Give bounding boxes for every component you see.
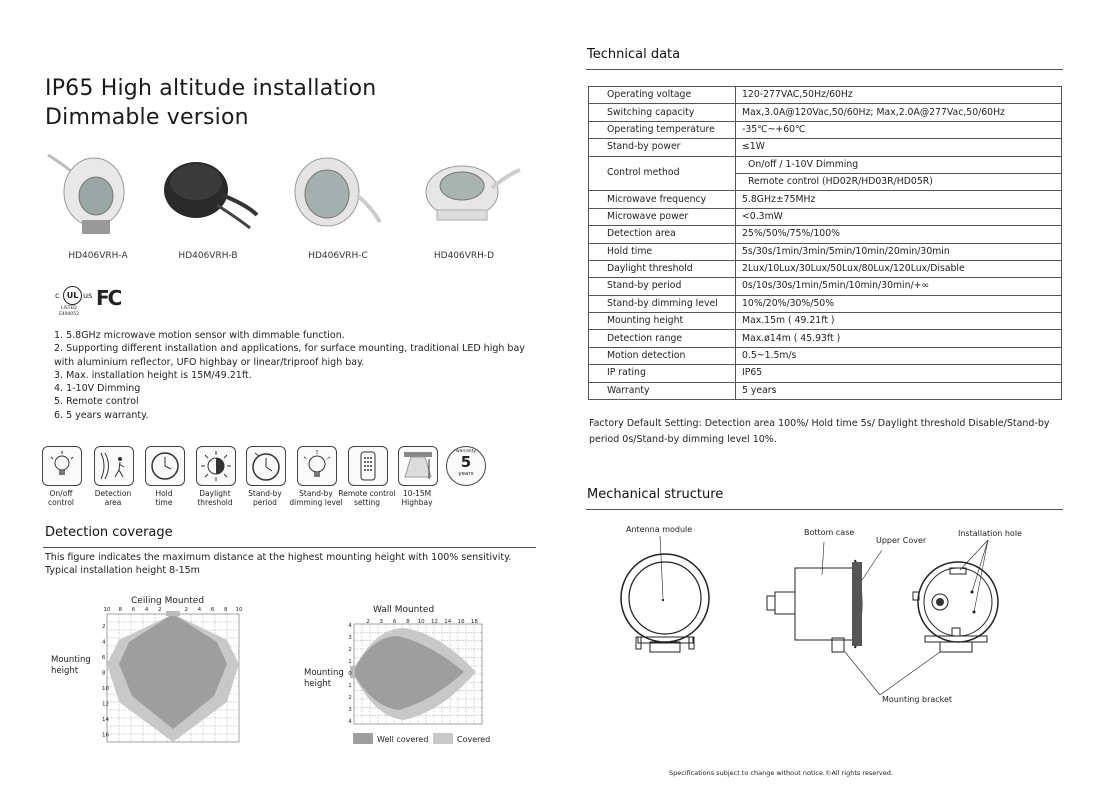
- tech-row: [589, 121, 1062, 138]
- tech-key: IP rating: [589, 365, 736, 382]
- product-images: [42, 150, 522, 245]
- tech-value: 2Lux/10Lux/30Lux/50Lux/80Lux/120Lux/Disable: [736, 260, 1062, 277]
- wall-x-tick: 3: [379, 619, 384, 625]
- icon-label-detection: Detection area: [94, 489, 132, 507]
- coverage-desc-1: This figure indicates the maximum distance at the highest mounting height with 100% sensitivity.: [45, 552, 512, 563]
- wall-y-tick: 4: [348, 719, 352, 725]
- feature-item: 4. 1-10V Dimming: [54, 383, 141, 395]
- tech-value: Remote control (HD02R/HD03R/HD05R): [736, 173, 1062, 190]
- tech-key: Mounting height: [589, 313, 736, 330]
- ceiling-y-tick: 12: [102, 701, 109, 708]
- tech-row: [589, 382, 1062, 399]
- ceiling-x-tick: 8: [118, 607, 122, 613]
- tech-value: 0s/10s/30s/1min/5min/10min/30min/+∞: [736, 278, 1062, 295]
- tech-row: [589, 295, 1062, 312]
- height-icon: [398, 446, 438, 486]
- ceiling-x-tick: 4: [197, 607, 202, 613]
- wall-y-tick: 1: [348, 659, 352, 665]
- icon-label-height: 10-15M Highbay: [401, 489, 433, 507]
- tech-value: 120-277VAC,50Hz/60Hz: [736, 87, 1062, 104]
- feature-item: 6. 5 years warranty.: [54, 409, 149, 421]
- product-label-b: HD406VRH-B: [178, 251, 238, 261]
- product-label-d: HD406VRH-D: [433, 251, 495, 261]
- icon-label-hold: Hold time: [155, 489, 173, 507]
- feature-item: 2. Supporting different installation and applications, for surface mounting, traditional LED high bay with aluminium reflector, UFO highbay or linear/triproof high bay.: [54, 343, 525, 368]
- wall-x-tick: 18: [470, 619, 478, 625]
- legend-well-swatch: [353, 733, 373, 744]
- ul-logo: c UL us LISTED E494052: [55, 286, 95, 318]
- tech-value: 5.8GHz±75MHz: [736, 191, 1062, 208]
- tech-key: Switching capacity: [589, 104, 736, 121]
- tech-row: [589, 313, 1062, 330]
- ceiling-x-tick: 8: [224, 607, 228, 613]
- daylight-icon: [196, 446, 236, 486]
- tech-value: Max.ø14m ( 45.93ft ): [736, 330, 1062, 347]
- side-view: [767, 542, 882, 695]
- tech-key: Stand-by power: [589, 139, 736, 156]
- title-line-1: IP65 High altitude installation: [45, 76, 377, 101]
- wall-x-tick: 14: [444, 619, 452, 625]
- icon-label-onoff: On/off control: [48, 489, 74, 507]
- standby-clock-icon: [246, 446, 286, 486]
- tech-key: Hold time: [589, 243, 736, 260]
- coverage-desc-2: Typical installation height 8-15m: [45, 565, 200, 576]
- wall-title: Wall Mounted: [373, 605, 435, 615]
- ceiling-y-tick: 6: [102, 655, 106, 661]
- feature-item: 3. Max. installation height is 15M/49.21ft.: [54, 369, 252, 381]
- legend-covered-swatch: [433, 733, 453, 744]
- label-bottom-case: Bottom case: [804, 528, 855, 537]
- product-image-c: [295, 158, 380, 226]
- tech-key: Daylight threshold: [589, 260, 736, 277]
- tech-row: [589, 156, 1062, 173]
- ceiling-ylabel: Mounting height: [51, 655, 91, 676]
- wall-y-tick: 4: [348, 623, 352, 629]
- coverage-title: Detection coverage: [45, 525, 173, 540]
- tech-key: Stand-by period: [589, 278, 736, 295]
- tech-value: Max,3.0A@120Vac,50/60Hz; Max,2.0A@277Vac,50/60Hz: [736, 104, 1062, 121]
- tech-table: [588, 86, 1062, 400]
- fcc-logo: FC: [96, 286, 121, 310]
- page-title: [45, 74, 376, 132]
- product-image-b: [164, 162, 257, 228]
- wall-y-tick: 2: [348, 647, 352, 653]
- coverage-rule: [43, 547, 536, 548]
- product-image-d: [426, 166, 520, 220]
- tech-value: On/off / 1-10V Dimming: [736, 156, 1062, 173]
- tech-row: [589, 330, 1062, 347]
- ceiling-x-tick: 4: [144, 607, 149, 613]
- wall-diagram: [346, 614, 486, 728]
- tech-value: 25%/50%/75%/100%: [736, 226, 1062, 243]
- ceiling-sensor: [166, 611, 180, 616]
- factory-default-1: Factory Default Setting: Detection area 100%/ Hold time 5s/ Daylight threshold Disable/Stand-by: [589, 418, 1050, 429]
- tech-key: Stand-by dimming level: [589, 295, 736, 312]
- warranty-badge-icon: warranty 5 years: [446, 446, 486, 486]
- tech-value: <0.3mW: [736, 208, 1062, 225]
- icon-label-standby: Stand-by period: [248, 489, 282, 507]
- wall-x-tick: 12: [431, 619, 438, 625]
- title-line-2: Dimmable version: [45, 105, 249, 130]
- tech-value: 0.5~1.5m/s: [736, 347, 1062, 364]
- tech-key: Detection range: [589, 330, 736, 347]
- ceiling-x-tick: 2: [158, 607, 162, 613]
- bulb-icon: [42, 446, 82, 486]
- footer-note: Specifications subject to change without notice.©All rights reserved.: [669, 769, 893, 777]
- icon-label-remote: Remote control setting: [338, 489, 396, 507]
- factory-default-2: period 0s/Stand-by dimming level 10%.: [589, 434, 777, 445]
- tech-row: [589, 243, 1062, 260]
- ceiling-y-tick: 2: [102, 624, 106, 630]
- tech-key: Microwave power: [589, 208, 736, 225]
- legend-well-label: Well covered: [377, 735, 429, 744]
- label-upper-cover: Upper Cover: [876, 536, 927, 545]
- tech-key: Motion detection: [589, 347, 736, 364]
- ceiling-y-tick: 16: [102, 732, 109, 739]
- tech-value: 5s/30s/1min/3min/5min/10min/20min/30min: [736, 243, 1062, 260]
- wall-y-tick: 3: [348, 635, 352, 641]
- ceiling-y-tick: 10: [102, 686, 109, 692]
- ceiling-x-tick: 10: [235, 607, 243, 613]
- tech-value: 5 years: [736, 382, 1062, 399]
- wall-x-tick: 10: [417, 619, 425, 625]
- ceiling-x-tick: 10: [103, 607, 111, 613]
- wall-y-tick: 3: [348, 707, 352, 713]
- ceiling-x-tick: 6: [210, 607, 215, 613]
- icon-label-daylight: Daylight threshold: [197, 489, 233, 507]
- wall-y-tick: 2: [348, 695, 352, 701]
- tech-row: [589, 208, 1062, 225]
- ceiling-y-tick: 8: [102, 670, 106, 677]
- tech-title: Technical data: [587, 47, 681, 62]
- tech-row: [589, 347, 1062, 364]
- ceiling-title: Ceiling Mounted: [131, 596, 205, 606]
- detection-area-icon: [94, 446, 134, 486]
- mechanical-drawing: [600, 520, 1060, 710]
- tech-value: IP65: [736, 365, 1062, 382]
- back-view: [880, 540, 998, 695]
- tech-key: Control method: [589, 156, 736, 191]
- ceiling-y-tick: 14: [102, 717, 109, 723]
- ceiling-x-tick: 2: [184, 607, 188, 613]
- tech-key: Operating voltage: [589, 87, 736, 104]
- front-view: [621, 536, 709, 652]
- label-mounting-bracket: Mounting bracket: [882, 695, 953, 704]
- tech-row: [589, 226, 1062, 243]
- tech-row: [589, 104, 1062, 121]
- mech-title: Mechanical structure: [587, 487, 724, 502]
- clock-icon: [145, 446, 185, 486]
- mech-rule: [586, 509, 1063, 510]
- product-label-a: HD406VRH-A: [68, 251, 128, 261]
- remote-icon: [348, 446, 388, 486]
- tech-value: 10%/20%/30%/50%: [736, 295, 1062, 312]
- label-antenna: Antenna module: [626, 525, 693, 534]
- ceiling-diagram: [102, 604, 244, 746]
- wall-x-tick: 8: [406, 619, 410, 625]
- feature-item: 5. Remote control: [54, 396, 139, 408]
- tech-row: [589, 139, 1062, 156]
- tech-row: [589, 365, 1062, 382]
- tech-key: Warranty: [589, 382, 736, 399]
- wall-x-tick: 16: [457, 619, 465, 625]
- wall-ylabel: Mounting height: [304, 668, 344, 689]
- wall-x-tick: 6: [392, 619, 397, 625]
- tech-key: Operating temperature: [589, 121, 736, 138]
- tech-key: Detection area: [589, 226, 736, 243]
- wall-y-tick: 1: [348, 683, 352, 689]
- feature-list: [54, 329, 544, 422]
- product-label-c: HD406VRH-C: [308, 251, 368, 261]
- dimming-bulb-icon: [297, 446, 337, 486]
- tech-row: [589, 260, 1062, 277]
- ceiling-x-tick: 6: [131, 607, 136, 613]
- tech-value: -35℃~+60℃: [736, 121, 1062, 138]
- tech-value: ≤1W: [736, 139, 1062, 156]
- tech-rule: [586, 69, 1063, 70]
- label-installation-hole: Installation hole: [958, 529, 1022, 538]
- tech-key: Microwave frequency: [589, 191, 736, 208]
- wall-x-tick: 2: [366, 619, 370, 625]
- legend-covered-label: Covered: [457, 735, 491, 744]
- tech-value: Max.15m ( 49.21ft ): [736, 313, 1062, 330]
- ceiling-y-tick: 4: [102, 639, 106, 646]
- tech-row: [589, 191, 1062, 208]
- tech-row: [589, 87, 1062, 104]
- product-image-a: [48, 155, 124, 234]
- feature-item: 1. 5.8GHz microwave motion sensor with dimmable function.: [54, 330, 345, 341]
- icon-label-dimming: Stand-by dimming level: [289, 489, 343, 507]
- wall-y-tick: 0: [348, 671, 352, 677]
- tech-row: [589, 278, 1062, 295]
